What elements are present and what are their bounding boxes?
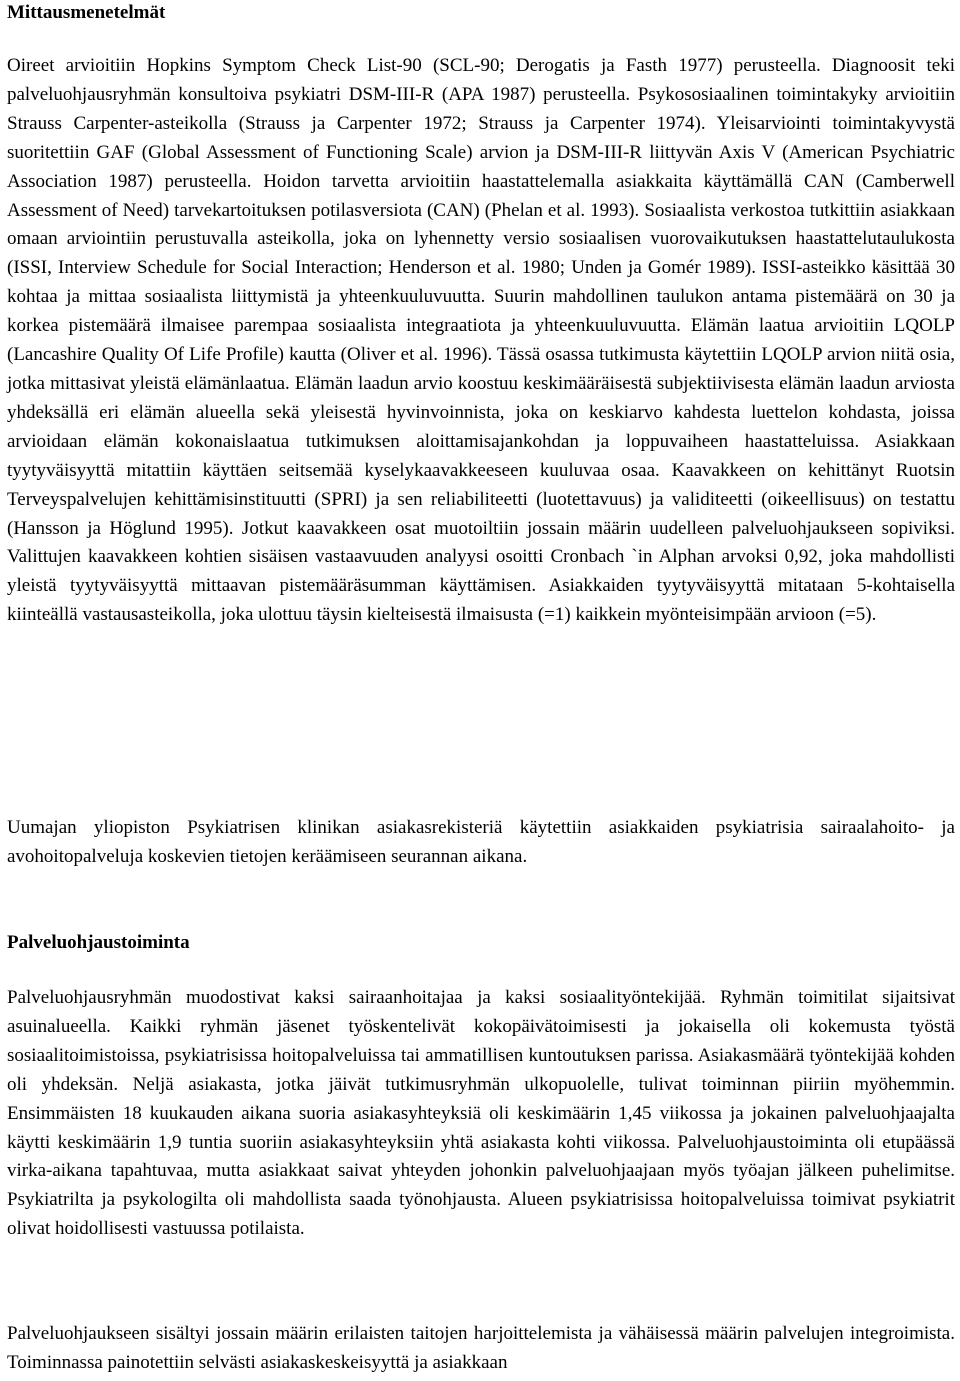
measurement-methods-paragraph: Oireet arvioitiin Hopkins Symptom Check List-90 (SCL-90; Derogatis ja Fasth 1977) perusteella. Diagnoosit teki palveluohjausryhmän konsultoiva psykiatri DSM-III-R (APA 1987) perusteella. Psykososiaalinen toimintakyky arvioitiin Strauss Carpenter-asteikolla (Strauss ja Carpenter 1972; Strauss ja Carpenter 1974). Yleisarviointi toimintakyvystä suoritettiin GAF (Global Assessment of Functioning Scale) arvion ja DSM-III-R liittyvän Axis V (American Psychiatric Association 1987) perusteella. Hoidon tarvetta arvioitiin haastattelemalla asiakkaita käyttämällä CAN (Camberwell Assessment of Need) tarvekartoituksen potilasversiota (CAN) (Phelan et al. 1993). Sosiaalista verkostoa tutkittiin asiakkaan omaan arviointiin perustuvalla asteikolla, joka on lyhennetty versio sosiaalisen vuorovaikutuksen haastattelutaulukosta (ISSI, Interview Schedule for Social Interaction; Henderson et al. 1980; Unden ja Gomér 1989). ISSI-asteikko käsittää 30 kohtaa ja mittaa sosiaalista liittymistä ja yhteenkuuluvuutta. Suurin mahdollinen taulukon antama pistemäärä on 30 ja korkea pistemäärä ilmaisee parempaa sosiaalista integraatiota ja yhteenkuuluvuutta. Elämän laatua arvioitiin LQOLP (Lancashire Quality Of Life Profile) kautta (Oliver et al. 1996). Tässä osassa tutkimusta käytettiin LQOLP arvion niitä osia, jotka mittasivat yleistä elämänlaatua. Elämän laadun arvio koostuu keskimääräisestä subjektiivisesta elämän laadun arviosta yhdeksällä eri elämän alueella sekä yleisestä hyvinvoinnista, joka on keskiarvo kahdesta luettelon kohdasta, joissa arvioidaan elämän kokonaislaatua tutkimuksen aloittamisajankohdan ja loppuvaiheen haastatteluissa. Asiakkaan tyytyväisyyttä mitattiin käyttäen seitsemää kyselykaavakkeeseen kuuluvaa osaa. Kaavakkeen on kehittänyt Ruotsin Terveyspalvelujen kehittämisinstituutti (SPRI) ja sen reliabiliteetti (luotettavuus) ja validiteetti (oikeellisuus) on testattu (Hansson ja Höglund 1995). Jotkut kaavakkeen osat muotoiltiin jossain määrin uudelleen palveluohjaukseen sopiviksi. Valittujen kaavakkeen kohtien sisäisen vastaavuuden analyysi osoitti Cronbach `in Alphan arvoksi 0,92, joka mahdollisti yleistä tyytyväisyyttä mittaavan pistemääräsumman käyttämisen. Asiakkaiden tyytyväisyyttä mitataan 5-kohtaisella kiinteällä vastausasteikolla, joka ulottuu täysin kielteisestä ilmaisusta (=1) kaikkein myönteisimpään arvioon (=5). — [7, 55, 955, 626]
registry-paragraph: Uumajan yliopiston Psykiatrisen klinikan asiakasrekisteriä käytettiin asiakkaiden psykiatrisia sairaalahoito- ja avohoitopalveluja koskevien tietojen keräämiseen seurannan aikana. — [7, 817, 955, 867]
section-heading-measurement-methods: Mittausmenetelmät — [7, 2, 166, 23]
case-management-content-paragraph: Palveluohjaukseen sisältyi jossain määrin erilaisten taitojen harjoittelemista ja vähäisessä määrin palvelujen integroimista. Toiminnassa painotettiin selvästi asiakaskeskeisyyttä ja asiakkaan — [7, 1323, 955, 1373]
section-heading-case-management: Palveluohjaustoiminta — [7, 932, 190, 953]
case-management-paragraph: Palveluohjausryhmän muodostivat kaksi sairaanhoitajaa ja kaksi sosiaalityöntekijää. Ryhmän toimitilat sijaitsivat asuinalueella. Kaikki ryhmän jäsenet työskentelivät kokopäivätoimisesti ja jokaisella oli kokemusta työstä sosiaalitoimistoissa, psykiatrisissa hoitopalveluissa tai ammatillisen kuntoutuksen parissa. Asiakasmäärä työntekijää kohden oli yhdeksän. Neljä asiakasta, jotka jäivät tutkimusryhmän ulkopuolelle, tulivat toiminnan piiriin myöhemmin. Ensimmäisten 18 kuukauden aikana suoria asiakasyhteyksiä oli keskimäärin 1,45 viikossa ja jokainen palveluohjaajalta käytti keskimäärin 1,9 tuntia suoriin asiakasyhteyksiin yhtä asiakasta kohti viikossa. Palveluohjaustoiminta oli etupäässä virka-aikana tapahtuvaa, mutta asiakkaat saivat yhteyden johonkin palveluohjaajaan myös työajan jälkeen puhelimitse. Psykiatrilta ja psykologilta oli mahdollista saada työnohjausta. Alueen psykiatrisissa hoitopalveluissa toimivat psykiatrit olivat hoidollisesti vastuussa potilaista. — [7, 987, 955, 1240]
